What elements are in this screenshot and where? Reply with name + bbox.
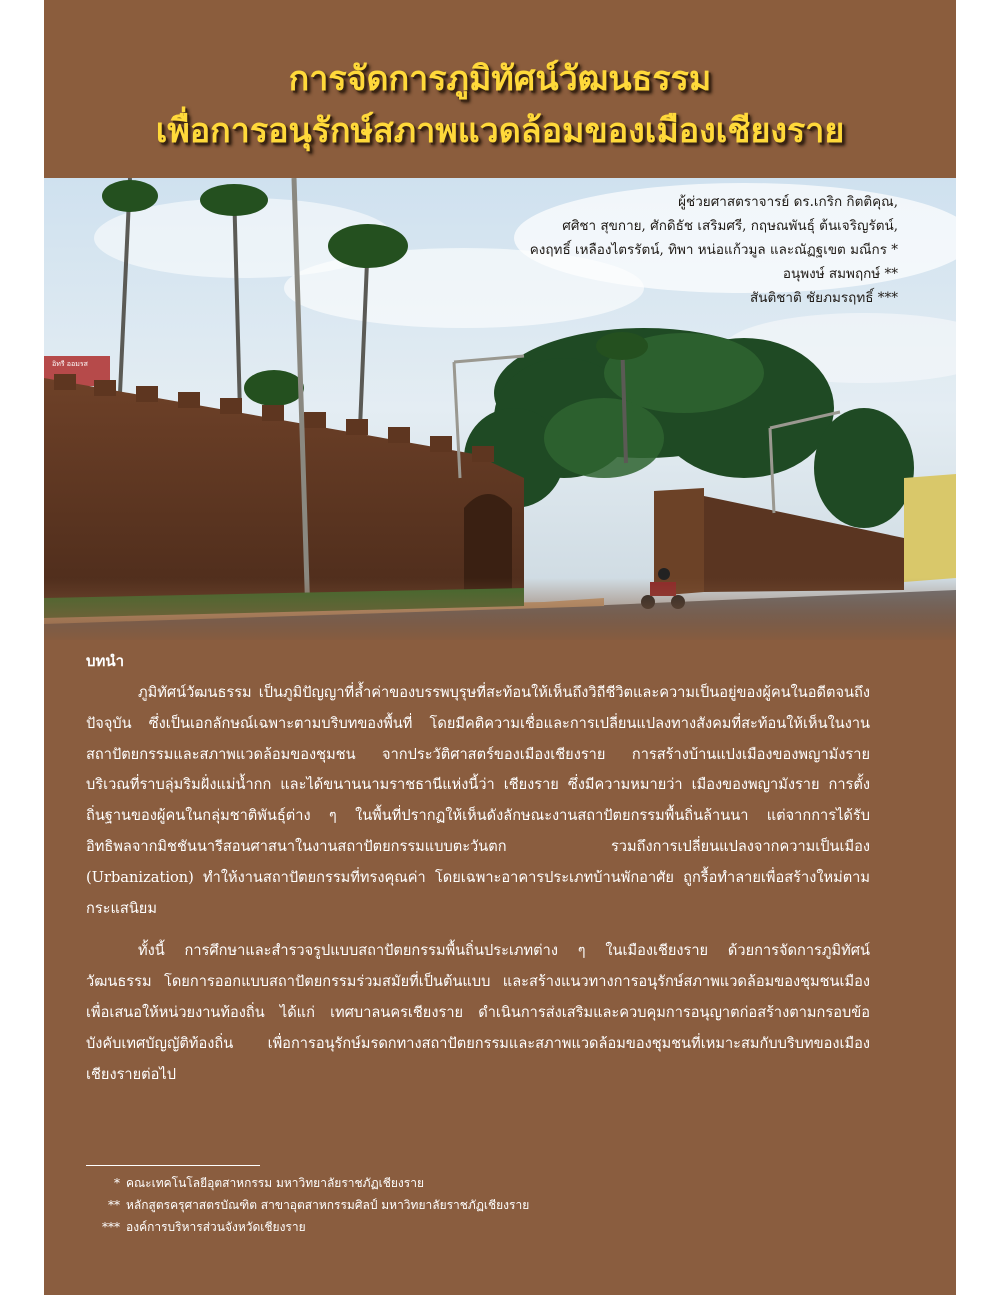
author-line: สันติชาติ ชัยภมรฤทธิ์ *** xyxy=(749,290,898,306)
footnote xyxy=(86,1194,529,1216)
footnote-text: องค์การบริหารส่วนจังหวัดเชียงราย xyxy=(126,1220,306,1234)
footnote xyxy=(86,1216,529,1238)
shop-sign-text: อิทรี ออมรส xyxy=(52,360,88,368)
section-heading: บทนำ xyxy=(86,652,125,670)
footnote-mark: *** xyxy=(102,1220,120,1234)
author-line: ผู้ช่วยศาสตราจารย์ ดร.เกริก กิตติคุณ, xyxy=(678,194,898,210)
footnote-rule xyxy=(86,1165,260,1166)
footnote xyxy=(86,1172,529,1194)
author-line: อนุพงษ์ สมพฤกษ์ ** xyxy=(782,266,898,282)
footnote-mark: ** xyxy=(108,1198,120,1212)
author-line: คงฤทธิ์ เหลืองไตรรัตน์, ทิพา หน่อแก้วมูล และณัฏฐเขต มณีกร * xyxy=(529,242,898,258)
footnote-text: หลักสูตรครุศาสตรบัณฑิต สาขาอุตสาหกรรมศิลป์ มหาวิทยาลัยราชภัฏเชียงราย xyxy=(126,1198,530,1212)
footnotes xyxy=(86,1172,529,1238)
footnote-text: คณะเทคโนโลยีอุตสาหกรรม มหาวิทยาลัยราชภัฏเชียงราย xyxy=(126,1176,424,1190)
paragraph-2: ทั้งนี้ การศึกษาและสำรวจรูปแบบสถาปัตยกรรมพื้นถิ่นประเภทต่าง ๆ ในเมืองเชียงราย ด้วยการจัดการภูมิทัศน์วัฒนธรรม โดยการออกแบบสถาปัตยกรรมร่วมสมัยที่เป็นต้นแบบ และสร้างแนวทางการอนุรักษ์สภาพแวดล้อมของชุมชนเมืองเพื่อเสนอให้หน่วยงานท้องถิ่น ได้แก่ เทศบาลนครเชียงราย ดำเนินการส่งเสริมและควบคุมการอนุญาตก่อสร้างตามกรอบข้อบังคับเทศบัญญัติท้องถิ่น เพื่อการอนุรักษ์มรดกทางสถาปัตยกรรมและสภาพแวดล้อมของชุมชนที่เหมาะสมกับบริบทของเมืองเชียงรายต่อไป xyxy=(86,942,870,1083)
footnote-mark: * xyxy=(114,1176,120,1190)
title-line-1: การจัดการภูมิทัศน์วัฒนธรรม xyxy=(288,59,712,99)
author-line: ศศิชา สุขกาย, ศักดิธัช เสริมศรี, กฤษณพันธุ์ ต้นเจริญรัตน์, xyxy=(562,218,898,234)
title-band xyxy=(44,0,956,178)
abstract-section xyxy=(86,648,870,1090)
author-list xyxy=(338,190,898,310)
paragraph-1: ภูมิทัศน์วัฒนธรรม เป็นภูมิปัญญาที่ล้ำค่าของบรรพบุรุษที่สะท้อนให้เห็นถึงวิถีชีวิตและความเป็นอยู่ของผู้คนในอดีตจนถึงปัจจุบัน ซึ่งเป็นเอกลักษณ์เฉพาะตามบริบทของพื้นที่ โดยมีคติความเชื่อและการเปลี่ยนแปลงทางสังคมที่สะท้อนให้เห็นในงานสถาปัตยกรรมและสภาพแวดล้อมของชุมชน จากประวัติศาสตร์ของเมืองเชียงราย การสร้างบ้านแปงเมืองของพญามังรายบริเวณที่ราบลุ่มริมฝั่งแม่น้ำกก และได้ขนานนามราชธานีแห่งนี้ว่า เชียงราย ซึ่งมีความหมายว่า เมืองของพญามังราย การตั้งถิ่นฐานของผู้คนในกลุ่มชาติพันธุ์ต่าง ๆ ในพื้นที่ปรากฏให้เห็นดังลักษณะงานสถาปัตยกรรมพื้นถิ่นล้านนา แต่จากการได้รับอิทธิพลจากมิชชันนารีสอนศาสนาในงานสถาปัตยกรรมแบบตะวันตก รวมถึงการเปลี่ยนแปลงจากความเป็นเมือง (Urbanization) ทำให้งานสถาปัตยกรรมที่ทรงคุณค่า โดยเฉพาะอาคารประเภทบ้านพักอาศัย ถูกรื้อทำลายเพื่อสร้างใหม่ตามกระแสนิยม xyxy=(86,684,870,917)
title-line-2: เพื่อการอนุรักษ์สภาพแวดล้อมของเมืองเชียงราย xyxy=(155,111,845,151)
